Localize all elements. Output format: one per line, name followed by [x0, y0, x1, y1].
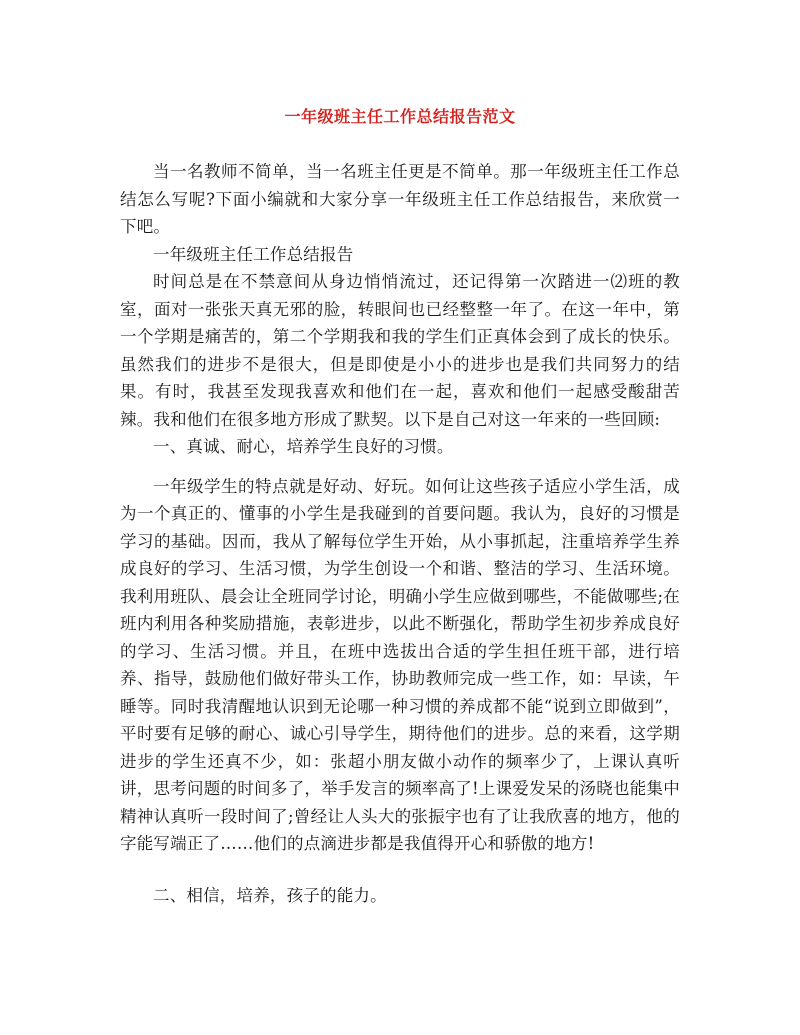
- habits-paragraph: 一年级学生的特点就是好动、好玩。如何让这些孩子适应小学生活，成为一个真正的、懂事的小学生是我碰到的首要问题。我认为，良好的习惯是学习的基础。因而，我从了解每位学生开始，从小事抓起，注重培养学生养成良好的学习、生活习惯，为学生创设一个和谐、整洁的学习、生活环境。我利用班队、晨会让全班同学讨论，明确小学生应做到哪些，不能做哪些;在班内利用各种奖励措施，表彰进步，以此不断强化，帮助学生初步养成良好的学习、生活习惯。并且，在班中选拔出合适的学生担任班干部，进行培养、指导，鼓励他们做好带头工作，协助教师完成一些工作，如：早读，午睡等。同时我清醒地认识到无论哪一种习惯的养成都不能“说到立即做到”，平时要有足够的耐心、诚心引导学生，期待他们的进步。总的来看，这学期进步的学生还真不少，如：张超小朋友做小动作的频率少了，上课认真听讲，思考问题的时间多了，举手发言的频率高了!上课爱发呆的汤晓也能集中精神认真听一段时间了;曾经让人头大的张振宇也有了让我欣喜的地方，他的字能写端正了……他们的点滴进步都是我值得开心和骄傲的地方!: [120, 476, 680, 853]
- section-heading-2: 二、相信，培养，孩子的能力。: [153, 885, 387, 905]
- document-body: [120, 158, 680, 909]
- subtitle-paragraph: 一年级班主任工作总结报告: [153, 244, 354, 264]
- document-title: 一年级班主任工作总结报告范文: [284, 107, 516, 126]
- intro-paragraph: 当一名教师不简单，当一名班主任更是不简单。那一年级班主任工作总结怎么写呢?下面小编就和大家分享一年级班主任工作总结报告，来欣赏一下吧。: [120, 162, 680, 236]
- review-paragraph: 时间总是在不禁意间从身边悄悄流过，还记得第一次踏进一⑵班的教室，面对一张张天真无邪的脸，转眼间也已经整整一年了。在这一年中，第一个学期是痛苦的，第二个学期我和我的学生们正真体会到了成长的快乐。虽然我们的进步不是很大，但是即使是小小的进步也是我们共同努力的结果。有时，我甚至发现我喜欢和他们在一起，喜欢和他们一起感受酸甜苦辣。我和他们在很多地方形成了默契。以下是自己对这一年来的一些回顾:: [120, 272, 680, 429]
- section-heading-1: 一、真诚、耐心，培养学生良好的习惯。: [153, 437, 454, 456]
